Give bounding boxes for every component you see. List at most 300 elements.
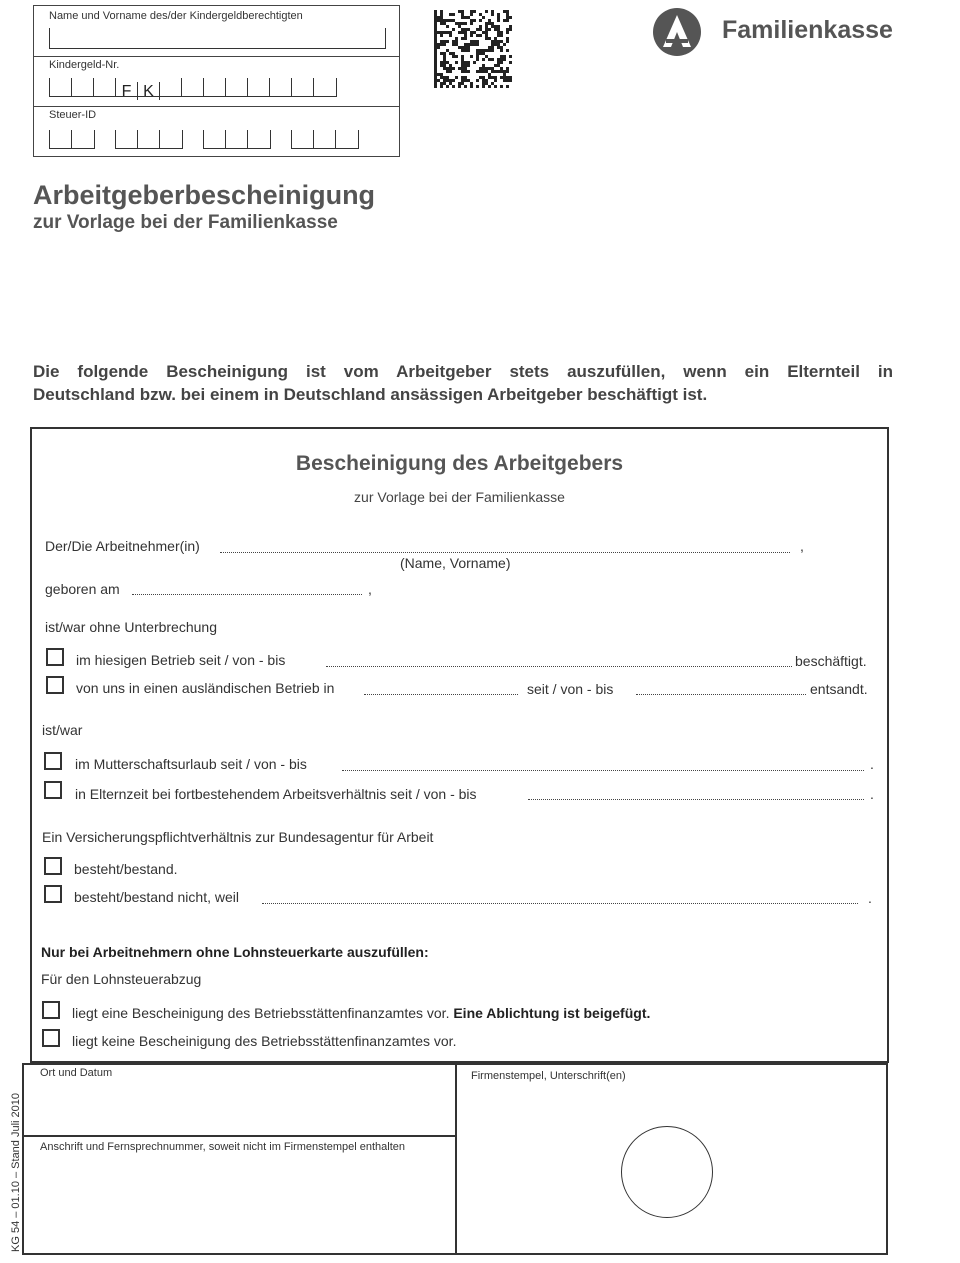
barcode-module [464, 85, 467, 88]
barcode-module [473, 61, 476, 64]
barcode-module [470, 34, 473, 37]
brand-name: Familienkasse [722, 16, 893, 44]
barcode-module [461, 22, 464, 25]
barcode-module [449, 70, 452, 73]
ort-datum-field[interactable] [26, 1084, 452, 1132]
barcode-module [497, 16, 500, 19]
barcode-module [434, 25, 437, 28]
barcode-module [461, 13, 464, 16]
barcode-module [440, 85, 443, 88]
bescheinigung-vorhanden-label: liegt eine Bescheinigung des Betriebsstättenfinanzamtes vor. Eine Ablichtung ist beigefügt. [72, 1005, 651, 1021]
barcode-module [452, 28, 455, 31]
barcode-module [479, 25, 482, 28]
page-title: Arbeitgeberbescheinigung [33, 180, 376, 210]
barcode-module [488, 28, 491, 31]
barcode-module [461, 61, 464, 64]
barcode-module [476, 70, 479, 73]
barcode-module [437, 46, 440, 49]
barcode-module [464, 70, 467, 73]
barcode-module [464, 76, 467, 79]
barcode-module [446, 49, 449, 52]
barcode-module [485, 37, 488, 40]
barcode-module [470, 85, 473, 88]
barcode-module [470, 13, 473, 16]
barcode-module [488, 49, 491, 52]
barcode-module [500, 49, 503, 52]
barcode-module [449, 34, 452, 37]
barcode-module [497, 58, 500, 61]
barcode-module [506, 40, 509, 43]
barcode-module [503, 76, 506, 79]
barcode-module [446, 85, 449, 88]
barcode-module [482, 52, 485, 55]
barcode-module [437, 19, 440, 22]
barcode-module [446, 70, 449, 73]
name-label: Name und Vorname des/der Kindergeldberechtigten [49, 10, 303, 22]
barcode-module [443, 82, 446, 85]
besteht-nicht-label: besteht/bestand nicht, weil [74, 889, 239, 905]
barcode-module [446, 31, 449, 34]
lohnsteuer-heading: Nur bei Arbeitnehmern ohne Lohnsteuerkarte auszufüllen: [41, 944, 429, 960]
barcode-module [434, 49, 437, 52]
barcode-module [497, 46, 500, 49]
barcode-module [464, 49, 467, 52]
barcode-module [479, 13, 482, 16]
barcode-module [500, 58, 503, 61]
barcode-module [500, 61, 503, 64]
barcode-module [461, 28, 464, 31]
header-box [33, 5, 400, 157]
barcode-module [491, 43, 494, 46]
barcode-module [443, 40, 446, 43]
barcode-module [461, 76, 464, 79]
barcode-module [464, 64, 467, 67]
besteht-nicht-checkbox[interactable] [44, 885, 62, 903]
betrieb-checkbox[interactable] [46, 648, 64, 666]
barcode-module [467, 28, 470, 31]
barcode-module [488, 76, 491, 79]
barcode-module [434, 22, 437, 25]
barcode-module [461, 79, 464, 82]
bescheinigung-vorhanden-checkbox[interactable] [42, 1001, 60, 1019]
barcode-module [491, 67, 494, 70]
barcode-module [494, 76, 497, 79]
barcode-module [494, 64, 497, 67]
barcode-module [434, 34, 437, 37]
barcode-module [440, 31, 443, 34]
barcode-module [503, 55, 506, 58]
barcode-module [443, 79, 446, 82]
barcode-module [491, 58, 494, 61]
barcode-module [440, 73, 443, 76]
barcode-module [437, 31, 440, 34]
barcode-module [506, 10, 509, 13]
barcode-module [443, 19, 446, 22]
barcode-module [482, 79, 485, 82]
kg-letter: F [116, 82, 138, 100]
barcode-module [434, 79, 437, 82]
barcode-module [488, 22, 491, 25]
anschrift-field[interactable] [26, 1158, 452, 1250]
barcode-module [476, 58, 479, 61]
barcode-module [506, 19, 509, 22]
barcode-module [461, 58, 464, 61]
elternzeit-checkbox[interactable] [44, 781, 62, 799]
barcode-module [464, 34, 467, 37]
barcode-module [491, 70, 494, 73]
barcode-module [485, 28, 488, 31]
barcode-module [464, 67, 467, 70]
barcode-module [452, 85, 455, 88]
istwar-ohne-label: ist/war ohne Unterbrechung [45, 619, 217, 635]
barcode-module [479, 34, 482, 37]
barcode-module [437, 73, 440, 76]
kg-letter: K [138, 82, 160, 100]
barcode-module [470, 82, 473, 85]
page-subtitle: zur Vorlage bei der Familienkasse [33, 212, 338, 233]
barcode-module [461, 16, 464, 19]
barcode-module [434, 64, 437, 67]
barcode-module [503, 10, 506, 13]
barcode-module [485, 25, 488, 28]
barcode-module [509, 79, 512, 82]
barcode-module [494, 28, 497, 31]
barcode-module [443, 67, 446, 70]
barcode-module [461, 46, 464, 49]
barcode-module [440, 34, 443, 37]
barcode-module [440, 22, 443, 25]
barcode-module [482, 67, 485, 70]
barcode-module [485, 31, 488, 34]
barcode-module [500, 85, 503, 88]
barcode-module [473, 10, 476, 13]
barcode-module [464, 28, 467, 31]
barcode-module [482, 85, 485, 88]
barcode-module [434, 73, 437, 76]
barcode-module [488, 46, 491, 49]
barcode-module [434, 76, 437, 79]
barcode-module [467, 79, 470, 82]
barcode-module [485, 10, 488, 13]
barcode-module [440, 76, 443, 79]
barcode-module [497, 31, 500, 34]
barcode-module [434, 70, 437, 73]
barcode-module [491, 76, 494, 79]
barcode-module [488, 37, 491, 40]
barcode-module [488, 67, 491, 70]
barcode-module [494, 70, 497, 73]
barcode-module [500, 76, 503, 79]
barcode-module [482, 16, 485, 19]
barcode-module [506, 13, 509, 16]
barcode-module [446, 79, 449, 82]
barcode-module [434, 19, 437, 22]
barcode-module [479, 52, 482, 55]
barcode-module [440, 82, 443, 85]
elternzeit-zeitraum-field[interactable] [528, 799, 864, 800]
barcode-icon [434, 10, 512, 88]
barcode-module [494, 79, 497, 82]
barcode-module [467, 64, 470, 67]
barcode-module [476, 43, 479, 46]
barcode-module [434, 55, 437, 58]
barcode-module [497, 64, 500, 67]
mutterschaft-zeitraum-field[interactable] [342, 770, 864, 771]
barcode-module [497, 13, 500, 16]
form-version-note: KG 54 – 01.10 – Stand Juli 2010 [10, 1092, 22, 1252]
barcode-module [452, 40, 455, 43]
barcode-module [434, 40, 437, 43]
barcode-module [464, 61, 467, 64]
ausland-betrieb-field[interactable] [364, 694, 518, 695]
barcode-module [434, 28, 437, 31]
barcode-module [446, 25, 449, 28]
barcode-module [485, 22, 488, 25]
arbeitnehmer-name-field[interactable] [220, 552, 790, 553]
barcode-module [443, 52, 446, 55]
barcode-module [452, 19, 455, 22]
barcode-module [467, 70, 470, 73]
barcode-module [500, 46, 503, 49]
name-hint: (Name, Vorname) [400, 555, 511, 571]
barcode-module [473, 40, 476, 43]
barcode-module [449, 79, 452, 82]
barcode-module [446, 40, 449, 43]
barcode-module [491, 10, 494, 13]
intro-line-2: Deutschland bzw. bei einem in Deutschland ansässigen Arbeitgeber beschäftigt ist. [33, 385, 708, 404]
barcode-module [506, 85, 509, 88]
barcode-module [449, 19, 452, 22]
stamp-circle[interactable] [621, 1126, 713, 1218]
barcode-module [440, 52, 443, 55]
name-field[interactable] [49, 28, 386, 49]
barcode-module [452, 52, 455, 55]
barcode-module [503, 19, 506, 22]
barcode-module [509, 16, 512, 19]
barcode-module [485, 55, 488, 58]
barcode-module [440, 40, 443, 43]
barcode-module [470, 22, 473, 25]
barcode-module [464, 31, 467, 34]
kg-number-field[interactable] [49, 78, 337, 100]
barcode-module [500, 40, 503, 43]
familienkasse-logo-icon [652, 7, 702, 57]
barcode-module [458, 67, 461, 70]
kg-label: Kindergeld-Nr. [49, 59, 120, 71]
besteht-checkbox[interactable] [44, 857, 62, 875]
barcode-module [434, 82, 437, 85]
barcode-module [476, 52, 479, 55]
barcode-module [482, 58, 485, 61]
barcode-module [458, 46, 461, 49]
barcode-module [455, 55, 458, 58]
keine-bescheinigung-checkbox[interactable] [42, 1029, 60, 1047]
barcode-module [494, 43, 497, 46]
barcode-module [443, 58, 446, 61]
barcode-module [506, 28, 509, 31]
barcode-module [455, 43, 458, 46]
barcode-module [446, 67, 449, 70]
barcode-module [491, 22, 494, 25]
barcode-module [485, 67, 488, 70]
barcode-module [434, 67, 437, 70]
barcode-module [461, 31, 464, 34]
barcode-module [443, 64, 446, 67]
barcode-module [449, 67, 452, 70]
barcode-module [434, 10, 437, 13]
barcode-module [446, 19, 449, 22]
form-subtitle: zur Vorlage bei der Familienkasse [354, 489, 565, 505]
barcode-module [434, 58, 437, 61]
barcode-module [443, 76, 446, 79]
lohnsteuer-sub: Für den Lohnsteuerabzug [41, 971, 202, 987]
betrieb-label: im hiesigen Betrieb seit / von - bis [76, 652, 286, 668]
barcode-module [497, 28, 500, 31]
barcode-module [503, 58, 506, 61]
barcode-module [491, 13, 494, 16]
barcode-module [455, 22, 458, 25]
barcode-module [476, 85, 479, 88]
barcode-module [446, 61, 449, 64]
barcode-module [506, 70, 509, 73]
firmenstempel-label: Firmenstempel, Unterschrift(en) [471, 1070, 626, 1082]
barcode-module [509, 25, 512, 28]
barcode-module [476, 28, 479, 31]
barcode-module [476, 40, 479, 43]
barcode-module [479, 28, 482, 31]
barcode-module [449, 13, 452, 16]
barcode-module [461, 82, 464, 85]
barcode-module [509, 61, 512, 64]
barcode-module [464, 46, 467, 49]
barcode-module [485, 79, 488, 82]
barcode-module [458, 82, 461, 85]
barcode-module [467, 49, 470, 52]
anschrift-label: Anschrift und Fernsprechnummer, soweit nicht im Firmenstempel enthalten [40, 1141, 405, 1153]
barcode-module [464, 79, 467, 82]
barcode-module [500, 34, 503, 37]
barcode-module [491, 82, 494, 85]
barcode-module [443, 55, 446, 58]
barcode-module [452, 43, 455, 46]
barcode-module [434, 16, 437, 19]
barcode-module [443, 61, 446, 64]
barcode-module [464, 16, 467, 19]
barcode-module [434, 31, 437, 34]
barcode-module [461, 67, 464, 70]
mutterschaft-label: im Mutterschaftsurlaub seit / von - bis [75, 756, 307, 772]
barcode-module [449, 64, 452, 67]
barcode-module [482, 31, 485, 34]
barcode-module [485, 70, 488, 73]
barcode-module [506, 31, 509, 34]
barcode-module [458, 22, 461, 25]
versicherung-label: Ein Versicherungspflichtverhältnis zur Bundesagentur für Arbeit [42, 829, 434, 845]
barcode-module [482, 70, 485, 73]
barcode-module [491, 25, 494, 28]
keine-bescheinigung-label: liegt keine Bescheinigung des Betriebsstättenfinanzamtes vor. [72, 1033, 457, 1049]
barcode-module [479, 19, 482, 22]
employer-form-box [30, 427, 889, 1063]
barcode-module [503, 73, 506, 76]
elternzeit-label: in Elternzeit bei fortbestehendem Arbeitsverhältnis seit / von - bis [75, 786, 477, 802]
barcode-module [497, 25, 500, 28]
barcode-module [506, 16, 509, 19]
barcode-module [473, 31, 476, 34]
barcode-module [464, 22, 467, 25]
ort-datum-label: Ort und Datum [40, 1067, 113, 1079]
betrieb-zeitraum-field[interactable] [326, 666, 792, 667]
barcode-module [485, 82, 488, 85]
barcode-module [437, 79, 440, 82]
barcode-module [476, 49, 479, 52]
barcode-module [470, 19, 473, 22]
barcode-module [470, 10, 473, 13]
barcode-module [497, 70, 500, 73]
barcode-module [485, 49, 488, 52]
barcode-module [509, 28, 512, 31]
barcode-module [506, 76, 509, 79]
barcode-module [476, 34, 479, 37]
barcode-module [449, 31, 452, 34]
barcode-module [476, 79, 479, 82]
barcode-module [455, 61, 458, 64]
barcode-module [491, 40, 494, 43]
barcode-module [440, 61, 443, 64]
geboren-field[interactable] [132, 594, 362, 595]
barcode-module [500, 67, 503, 70]
barcode-module [509, 55, 512, 58]
barcode-module [506, 67, 509, 70]
barcode-module [479, 70, 482, 73]
barcode-module [458, 85, 461, 88]
barcode-module [461, 55, 464, 58]
barcode-module [458, 10, 461, 13]
barcode-module [485, 34, 488, 37]
barcode-module [482, 49, 485, 52]
ausland-checkbox[interactable] [46, 676, 64, 694]
barcode-module [434, 61, 437, 64]
barcode-module [461, 10, 464, 13]
barcode-module [440, 64, 443, 67]
barcode-module [479, 67, 482, 70]
ausland-zeitraum-field[interactable] [636, 694, 806, 695]
barcode-module [449, 52, 452, 55]
intro-line-1: Die folgende Bescheinigung ist vom Arbeitgeber stets auszufüllen, wenn ein Elternteil in [33, 362, 893, 381]
barcode-module [452, 67, 455, 70]
barcode-module [461, 70, 464, 73]
steuer-id-field[interactable] [49, 130, 359, 149]
barcode-module [464, 37, 467, 40]
barcode-module [467, 61, 470, 64]
mutterschaft-checkbox[interactable] [44, 752, 62, 770]
barcode-module [440, 16, 443, 19]
barcode-module [506, 49, 509, 52]
barcode-module [458, 25, 461, 28]
barcode-module [455, 40, 458, 43]
istwar-label: ist/war [42, 722, 83, 738]
barcode-module [497, 19, 500, 22]
barcode-module [464, 43, 467, 46]
barcode-module [440, 43, 443, 46]
barcode-module [482, 64, 485, 67]
barcode-module [488, 19, 491, 22]
barcode-module [497, 34, 500, 37]
grund-field[interactable] [262, 903, 858, 904]
barcode-module [503, 43, 506, 46]
barcode-module [470, 40, 473, 43]
barcode-module [479, 76, 482, 79]
